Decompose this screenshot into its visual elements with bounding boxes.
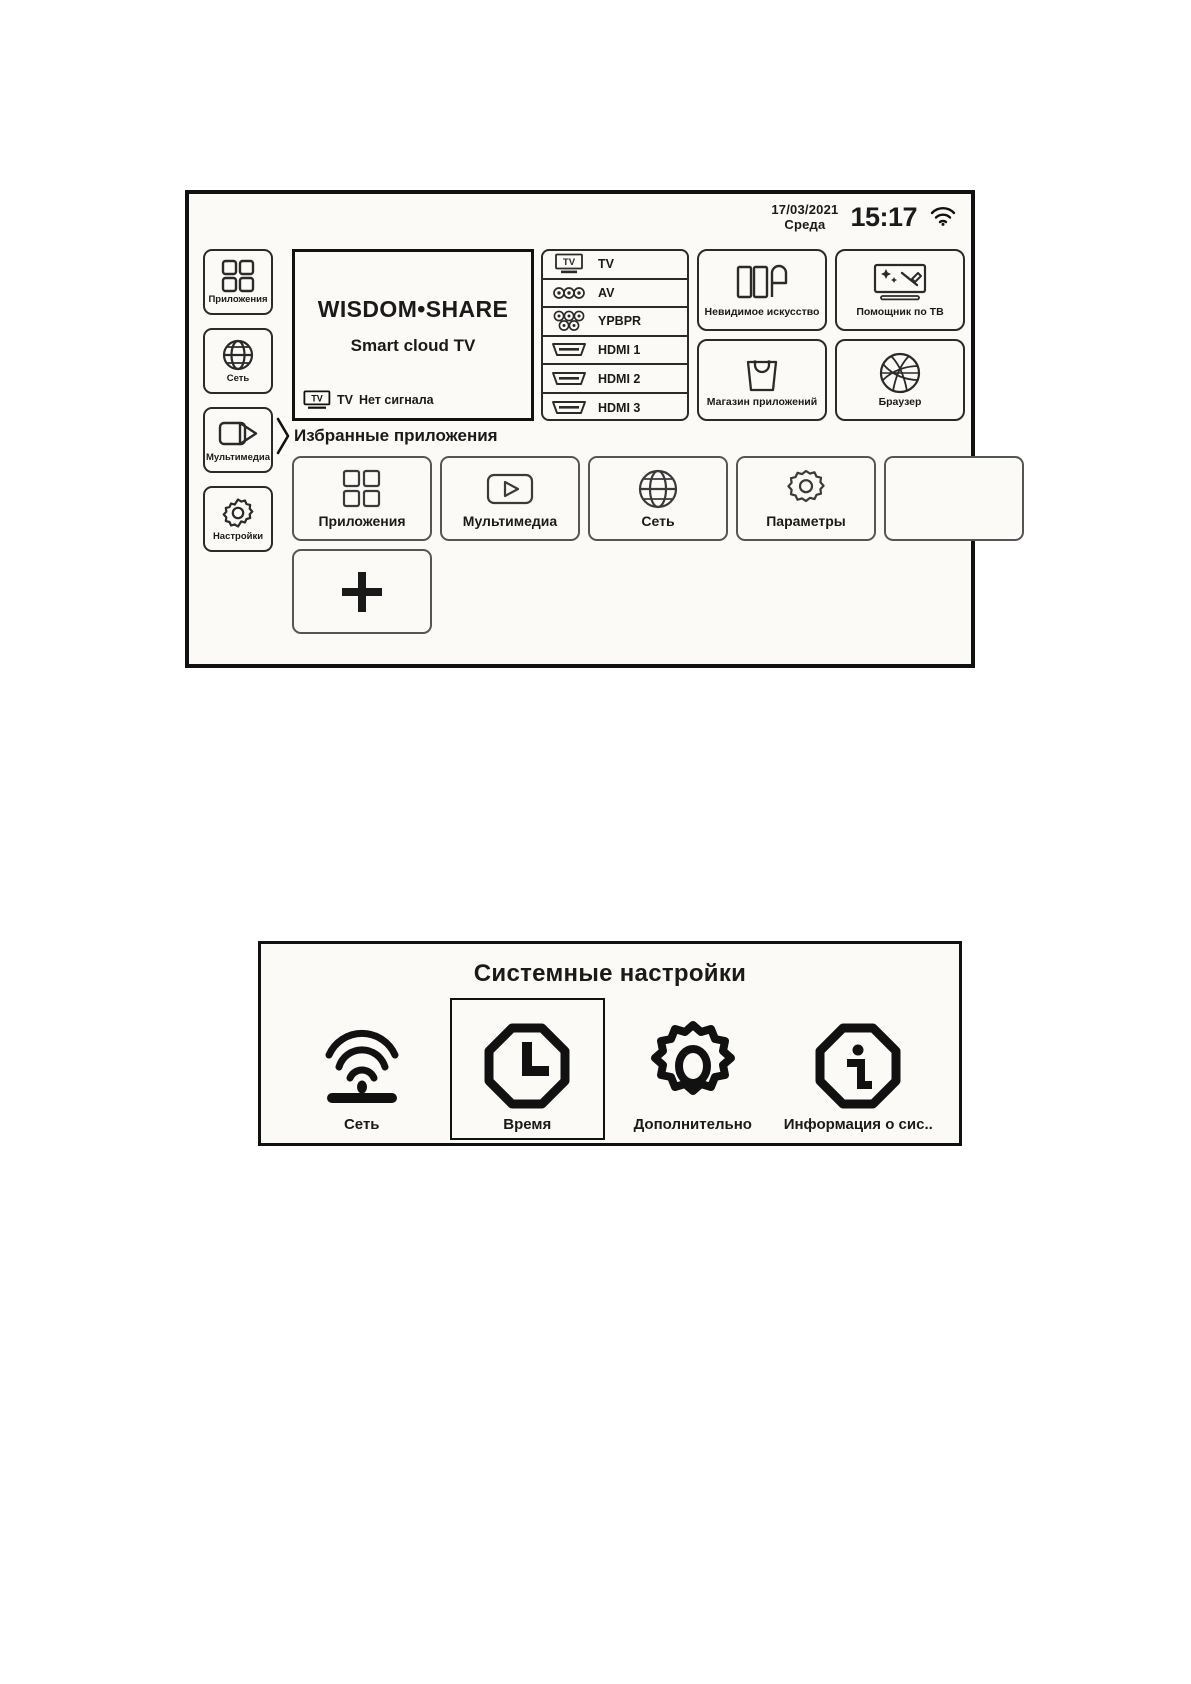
media-play-icon (485, 466, 535, 512)
settings-label-network: Сеть (343, 1116, 380, 1133)
brand-tagline: Smart cloud TV (350, 336, 476, 355)
source-row-hdmi1[interactable] (543, 337, 687, 366)
status-bar (771, 202, 957, 233)
clock-icon (484, 1018, 570, 1113)
svg-text:TV: TV (311, 393, 323, 404)
favorite-item-empty[interactable] (884, 456, 1024, 541)
apps-grid-icon (221, 258, 255, 294)
sidebar-item-apps[interactable] (203, 249, 273, 315)
settings-label-time: Время (503, 1116, 552, 1133)
gear-icon (648, 1018, 738, 1113)
favorites-row (292, 456, 1024, 541)
system-settings-row (279, 998, 941, 1140)
rca-5-icon (550, 310, 588, 332)
preview-panel[interactable] (292, 249, 534, 421)
add-favorite-button[interactable] (292, 549, 432, 634)
favorite-item-parameters[interactable] (736, 456, 876, 541)
source-row-ypbpr[interactable] (543, 308, 687, 337)
source-row-hdmi3[interactable] (543, 394, 687, 421)
media-play-icon (218, 416, 258, 452)
favorites-title: Избранные приложения (294, 426, 498, 445)
app-tile-browser[interactable] (835, 339, 965, 421)
clock-text: 15:17 (850, 202, 917, 232)
favorite-item-apps[interactable] (292, 456, 432, 541)
info-icon (815, 1018, 901, 1113)
source-label-av: AV (598, 285, 615, 300)
sidebar-item-network[interactable] (203, 328, 273, 394)
source-label-ypbpr: YPBPR (598, 314, 642, 329)
system-settings-title: Системные настройки (473, 960, 747, 987)
source-list[interactable] (541, 249, 689, 421)
hdmi-icon (550, 368, 588, 390)
app-tile-invisible-art[interactable] (697, 249, 827, 331)
system-settings-screen (258, 941, 962, 1146)
wifi-icon (929, 204, 957, 226)
source-row-hdmi2[interactable] (543, 365, 687, 394)
favorite-label-network: Сеть (641, 512, 675, 529)
app-tile-label-invisible-art: Невидимое искусство (704, 306, 820, 319)
sidebar-label-apps: Приложения (208, 294, 268, 305)
sidebar-label-multimedia: Мультимедиа (205, 452, 271, 463)
tv-home-screen (185, 190, 975, 668)
hdmi-icon (550, 397, 588, 419)
app-tile-tv-assistant[interactable] (835, 249, 965, 331)
add-favorite-row (292, 549, 432, 634)
sidebar-item-settings[interactable] (203, 486, 273, 552)
date-text: 17/03/2021 (771, 201, 839, 217)
settings-item-system-info[interactable] (781, 998, 936, 1140)
source-row-tv[interactable] (543, 251, 687, 280)
svg-text:TV: TV (562, 257, 576, 269)
settings-item-network[interactable] (284, 998, 439, 1140)
gear-icon (785, 466, 827, 512)
no-signal-text: Нет сигнала (358, 393, 434, 407)
tv-assistant-icon (871, 259, 929, 307)
favorite-label-apps: Приложения (318, 512, 406, 529)
hdmi-icon (550, 339, 588, 361)
tv-icon (303, 390, 331, 410)
app-tile-app-store[interactable] (697, 339, 827, 421)
source-row-av[interactable] (543, 280, 687, 309)
app-tile-label-browser: Браузер (878, 396, 922, 409)
globe-icon (637, 466, 679, 512)
globe-icon (221, 337, 255, 373)
side-rail (203, 249, 273, 552)
art-frames-icon (735, 259, 789, 307)
sidebar-label-network: Сеть (226, 373, 250, 384)
brand-title: WISDOM•SHARE (317, 296, 509, 322)
apps-grid-icon (342, 466, 382, 512)
app-tile-label-app-store: Магазин приложений (706, 396, 818, 409)
wifi-router-icon (319, 1018, 405, 1113)
settings-label-system-info: Информация о сис.. (783, 1116, 933, 1133)
sidebar-label-settings: Настройки (212, 531, 264, 542)
plus-icon (339, 569, 385, 615)
favorite-label-parameters: Параметры (766, 512, 846, 529)
app-tile-label-tv-assistant: Помощник по ТВ (856, 306, 944, 319)
source-label-hdmi3: HDMI 3 (598, 401, 641, 416)
favorite-label-multimedia: Мультимедиа (462, 512, 558, 529)
settings-label-advanced: Дополнительно (633, 1116, 752, 1133)
tv-icon (550, 253, 588, 275)
sidebar-item-multimedia[interactable] (203, 407, 273, 473)
weekday-text: Среда (784, 216, 826, 232)
settings-item-advanced[interactable] (615, 998, 770, 1140)
settings-item-time[interactable] (450, 998, 605, 1140)
browser-globe-icon (877, 349, 923, 397)
date-block (771, 203, 838, 233)
rca-3-icon (550, 282, 588, 304)
source-label-hdmi2: HDMI 2 (598, 371, 641, 386)
app-tile-grid (697, 249, 965, 421)
no-signal-bar (303, 390, 434, 410)
source-label-tv: TV (598, 257, 614, 272)
shopping-bag-icon (742, 349, 782, 397)
chevron-right-icon (275, 416, 291, 456)
favorite-item-network[interactable] (588, 456, 728, 541)
source-label: TV (337, 393, 353, 407)
favorite-item-multimedia[interactable] (440, 456, 580, 541)
source-label-hdmi1: HDMI 1 (598, 343, 641, 358)
gear-icon (221, 495, 255, 531)
